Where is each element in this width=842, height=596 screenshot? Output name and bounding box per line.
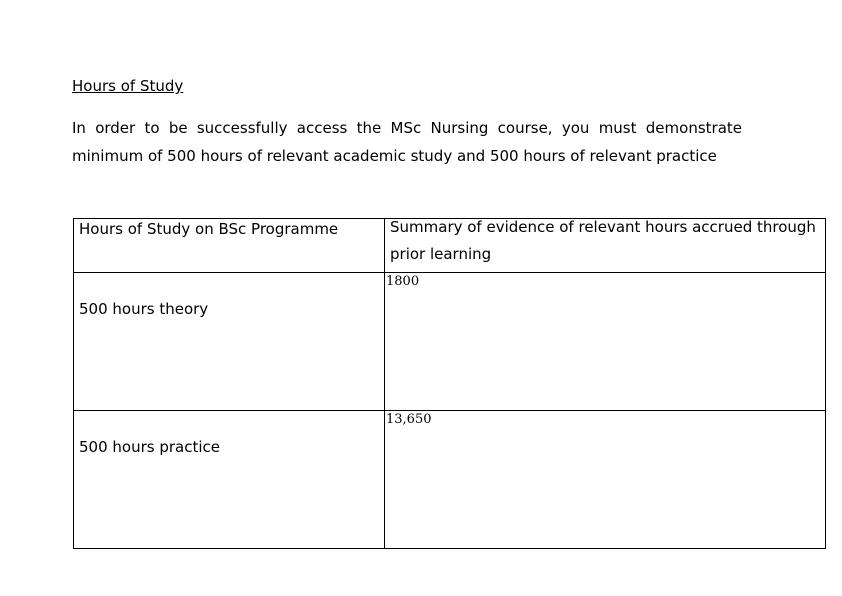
section-heading: Hours of Study xyxy=(72,77,184,95)
hours-table xyxy=(73,218,826,549)
requirement-cell-practice: 500 hours practice xyxy=(74,411,385,549)
intro-paragraph: In order to be successfully access the MSc Nursing course, you must demonstrate minimum of 500 hours of relevant academic study and 500 hours of relevant practice xyxy=(72,119,742,165)
table-header-row xyxy=(74,219,826,273)
evidence-cell-practice: 13,650 xyxy=(385,411,826,549)
requirement-cell-theory: 500 hours theory xyxy=(74,273,385,411)
table-row xyxy=(74,411,826,549)
header-summary-text: Summary of evidence of relevant hours accrued through prior learning xyxy=(390,218,816,263)
table-row xyxy=(74,273,826,411)
evidence-cell-theory: 1800 xyxy=(385,273,826,411)
header-summary-of-evidence xyxy=(385,219,826,273)
header-hours-of-study: Hours of Study on BSc Programme xyxy=(74,219,385,273)
